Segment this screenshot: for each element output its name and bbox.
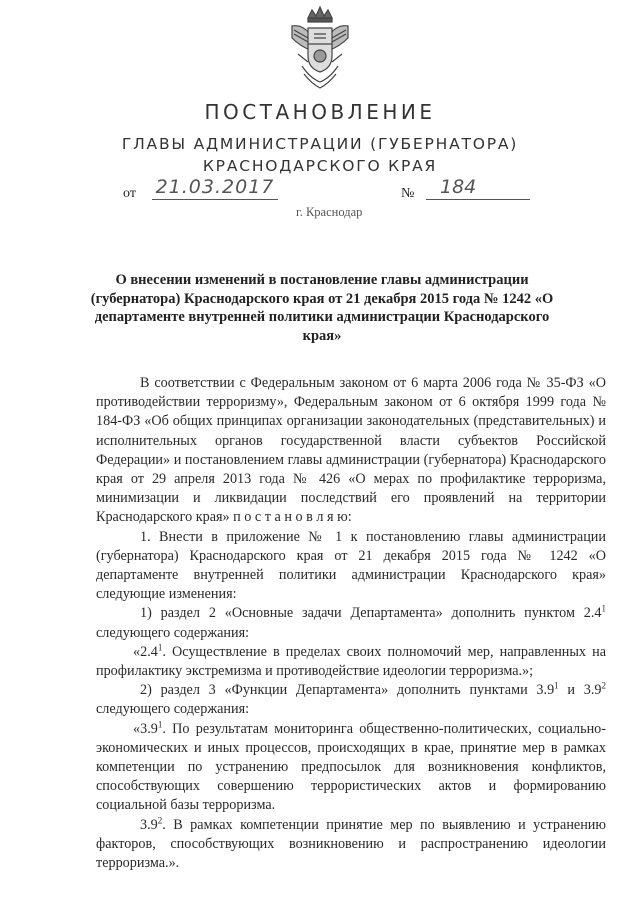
coat-of-arms-emblem: [288, 4, 352, 90]
issuer-line-1: ГЛАВЫ АДМИНИСТРАЦИИ (ГУБЕРНАТОРА): [121, 135, 519, 153]
quote-2-4-1-num: «2.4: [133, 643, 158, 660]
quote-3-9-1-paragraph: [96, 720, 606, 816]
item-2-paragraph: [96, 681, 606, 719]
quote-2-4-1-text: . Осуществление в пределах своих полномочий мер, направленных на профилактику экстремизма и противодействие идеологии терроризма.»;: [96, 643, 606, 680]
document-body: [96, 374, 606, 873]
document-type-title: ПОСТАНОВЛЕНИЕ: [204, 100, 436, 124]
quote-3-9-1-num: «3.9: [133, 720, 158, 737]
quote-3-9-2-num: 3.9: [140, 816, 158, 833]
item-1-text-end: следующего содержания:: [96, 624, 250, 641]
document-subject-title: О внесении изменений в постановление главы администрации (губернатора) Краснодарского края от 21 декабря 2015 года № 1242 «О департаменте внутренней политики администрации Краснодарского края»: [90, 272, 554, 344]
item-2-text: 2) раздел 3 «Функции Департамента» дополнить пунктами 3.9: [140, 682, 555, 699]
superscript: 2: [157, 814, 163, 825]
superscript: 1: [157, 718, 163, 729]
quote-3-9-2-paragraph: [96, 816, 606, 874]
resolve-word: п о с т а н о в л я ю:: [229, 509, 352, 526]
quote-3-9-2-text: . В рамках компетенции принятие мер по выявлению и устранению факторов, способствующих возникновению и распространению идеологии терроризма.».: [96, 816, 606, 872]
document-date: 21.03.2017: [152, 176, 278, 200]
preamble-text: В соответствии с Федеральным законом от 6 марта 2006 года № 35-ФЗ «О противодействии терроризму», Федеральным законом от 6 октября 1999 года № 184-ФЗ «Об общих принципах организации законодательных (представительных) и исполнительных органов государственной власти субъектов Российской Федерации» и постановлением главы администрации (губернатора) Краснодарского края от 29 апреля 2013 года № 426 «О мерах по профилактике терроризма, минимизации и ликвидации последствий его проявлений на территории Краснодарского края»: [96, 375, 606, 526]
issuer-line-2: КРАСНОДАРСКОГО КРАЯ: [202, 157, 438, 175]
item-1-paragraph: [96, 604, 606, 642]
preamble-paragraph: [96, 374, 606, 528]
issue-city: г. Краснодар: [296, 205, 363, 219]
superscript: 1: [554, 680, 559, 691]
document-number: 184: [426, 176, 530, 200]
item-2-text-mid: и 3.9: [558, 682, 602, 699]
superscript: 1: [157, 642, 163, 653]
date-label: от: [123, 186, 136, 201]
superscript: 1: [601, 603, 606, 614]
quote-2-4-1-paragraph: [96, 643, 606, 681]
number-label: №: [401, 186, 415, 201]
item-2-text-end: следующего содержания:: [96, 701, 250, 718]
superscript: 2: [601, 680, 607, 691]
item-1-text: 1) раздел 2 «Основные задачи Департамента» дополнить пунктом 2.4: [140, 605, 602, 622]
clause-1-paragraph: 1. Внести в приложение № 1 к постановлению главы администрации (губернатора) Краснодарского края от 21 декабря 2015 года № 1242 «О департаменте внутренней политики администрации Краснодарского края» следующие изменения:: [96, 528, 606, 603]
quote-3-9-1-text: . По результатам мониторинга общественно-политических, социально-экономических и иных процессов, происходящих в крае, принятие мер в рамках компетенции по устранению предпосылок для возникновения конфликтов, способствующих совершению террористических актов и формированию социальной базы терроризма.: [96, 720, 606, 814]
